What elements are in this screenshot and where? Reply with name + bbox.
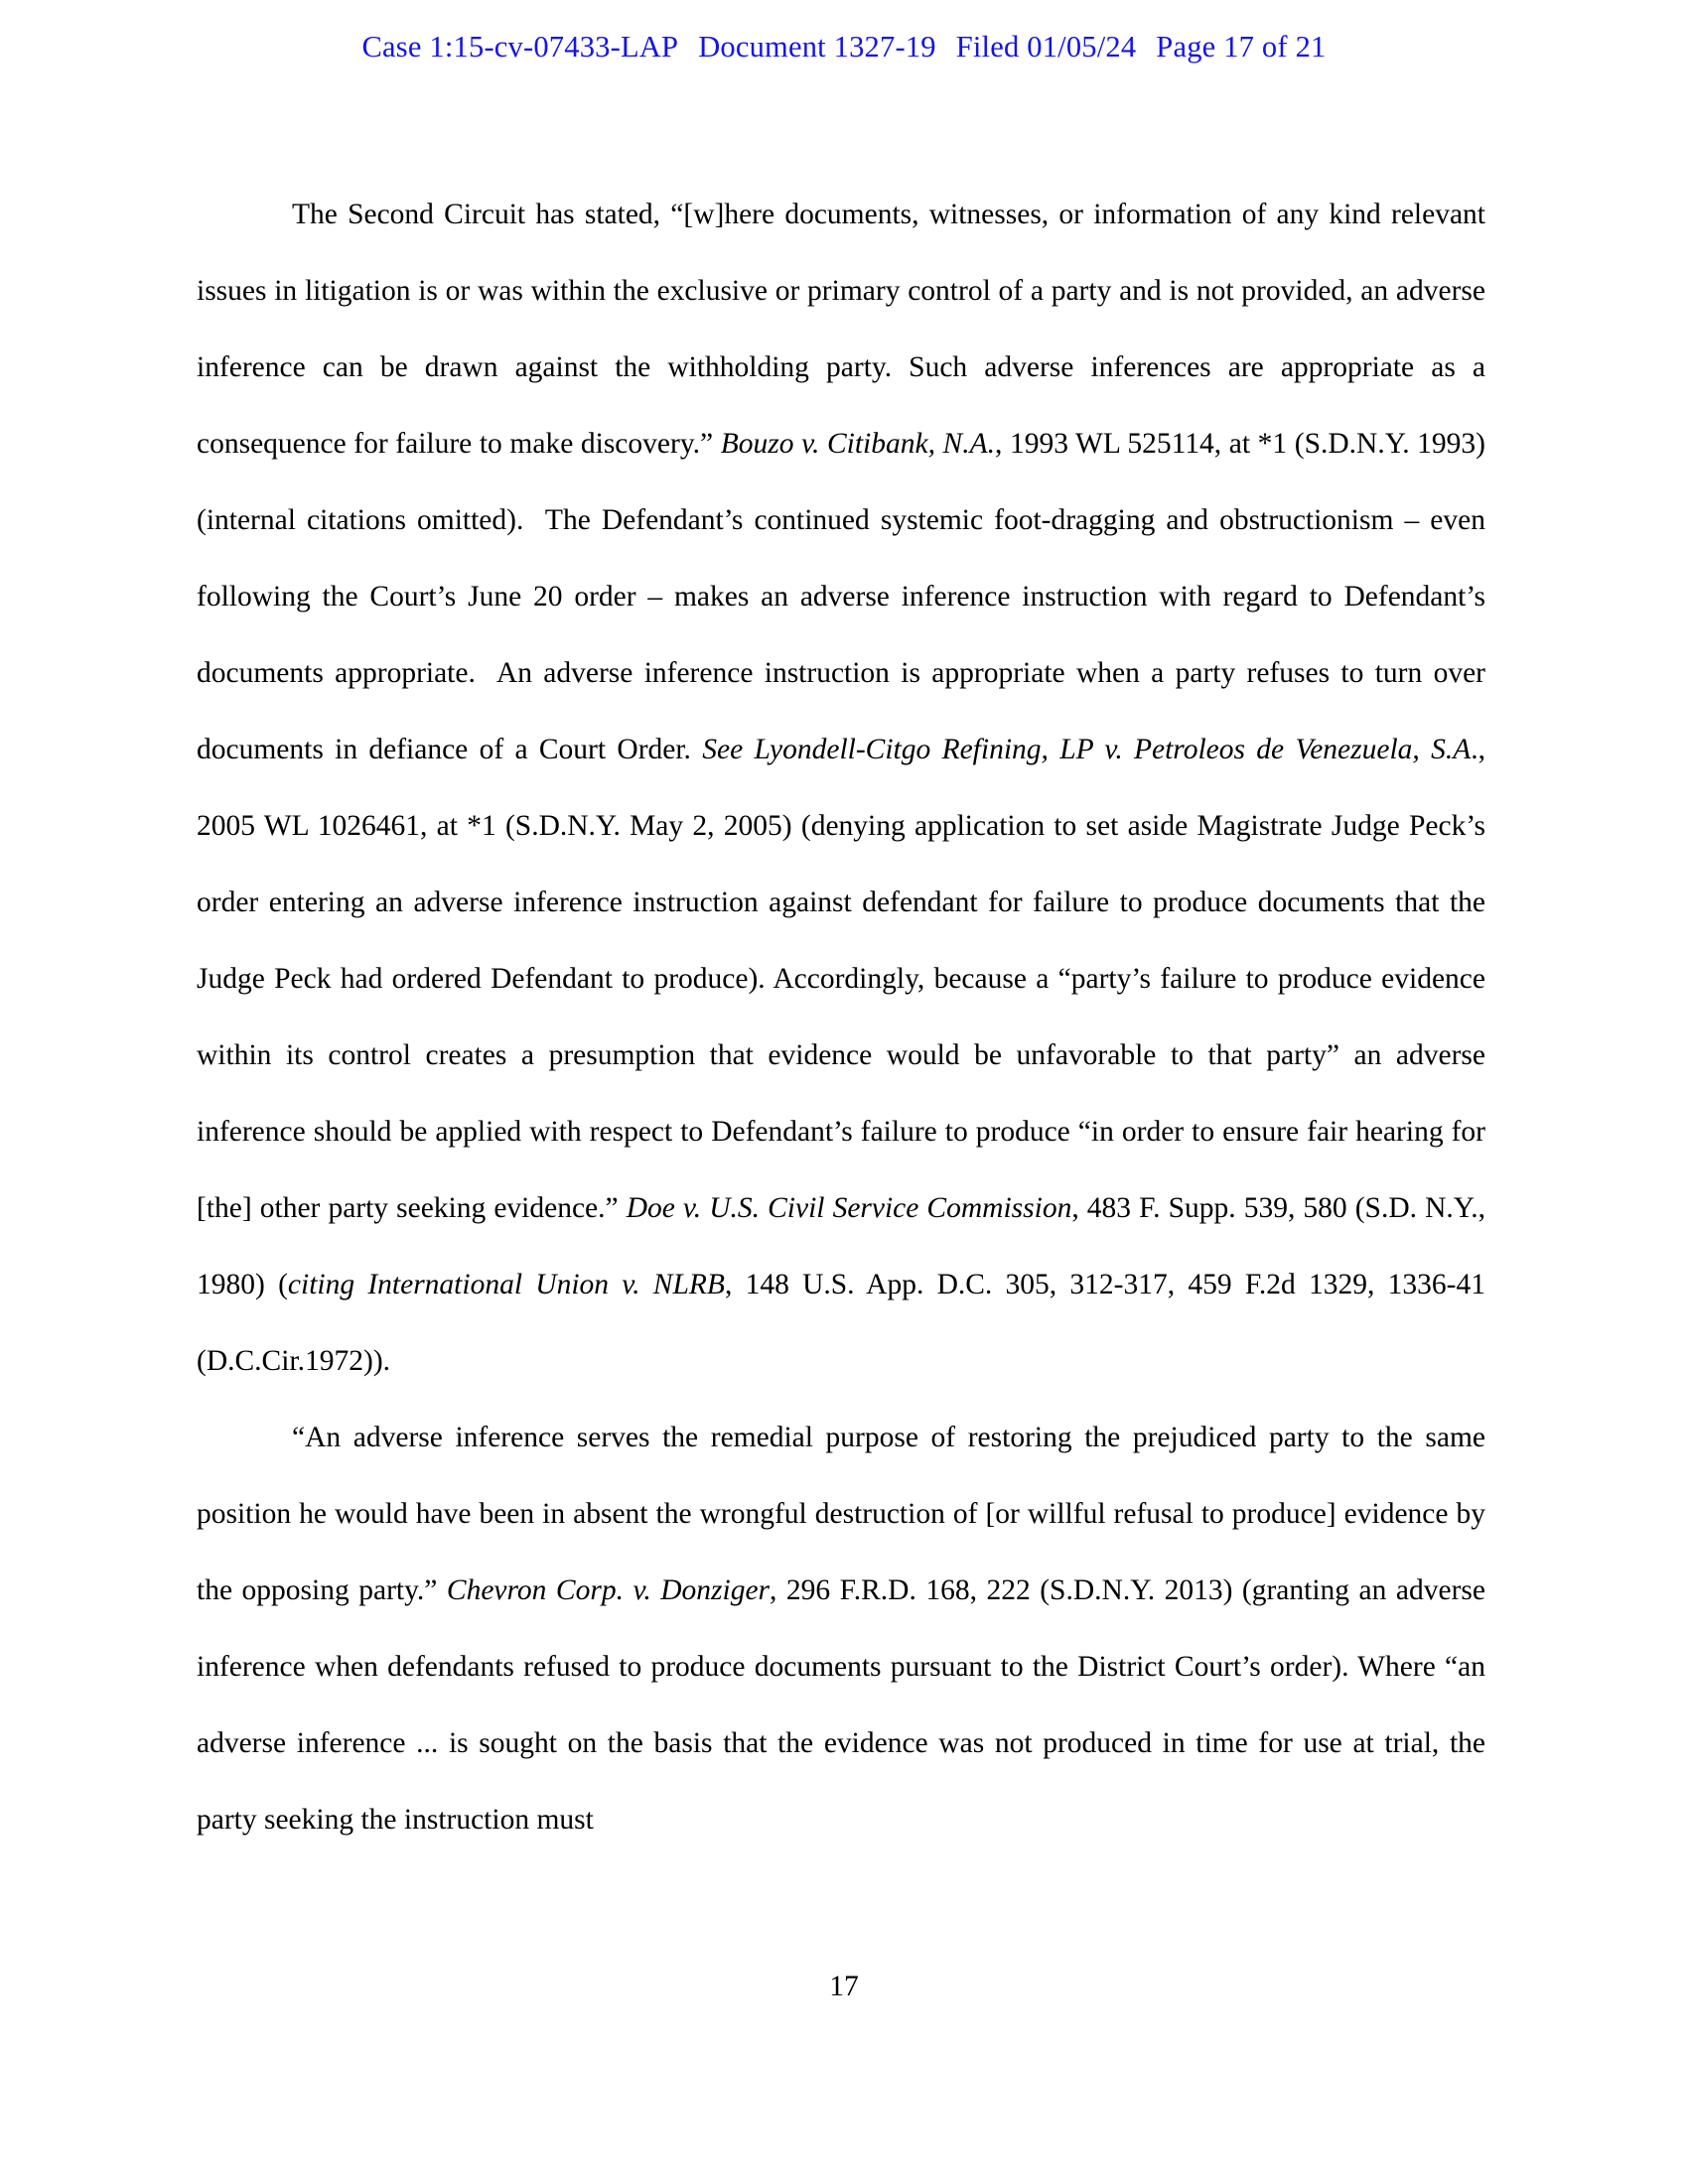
case-number: Case 1:15-cv-07433-LAP — [361, 30, 679, 64]
filed-date: Filed 01/05/24 — [955, 30, 1137, 64]
page-of-total: Page 17 of 21 — [1156, 30, 1327, 64]
paragraph-2: “An adverse inference serves the remedial purpose of restoring the prejudiced party to the same position he would have been in absent the wrongful destruction of [or willful refusal to produce] evidence by the opposing party.” Chevron Corp. v. Donziger, 296 F.R.D. 168, 222 (S.D.N.Y. 2013) (granting an adverse inference when defendants refused to produce documents pursuant to the District Court’s order). Where “an adverse inference ... is sought on the basis that the evidence was not produced in time for use at trial, the party seeking the instruction must — [197, 1422, 1485, 1836]
ecf-header-stamp — [0, 30, 1688, 65]
document-number: Document 1327-19 — [698, 30, 936, 64]
page-number: 17 — [829, 1971, 859, 2002]
document-body — [197, 177, 1485, 1858]
paragraph-1: The Second Circuit has stated, “[w]here documents, witnesses, or information of any kind relevant issues in litigation is or was within the exclusive or primary control of a party and is not provided, an adverse inference can be drawn against the withholding party. Such adverse inferences are appropriate as a consequence for failure to make discovery.” Bouzo v. Citibank, N.A., 1993 WL 525114, at *1 (S.D.N.Y. 1993) (internal citations omitted). The Defendant’s continued systemic foot-dragging and obstructionism – even following the Court’s June 20 order – makes an adverse inference instruction with regard to Defendant’s documents appropriate. An adverse inference instruction is appropriate when a party refuses to turn over documents in defiance of a Court Order. See Lyondell-Citgo Refining, LP v. Petroleos de Venezuela, S.A., 2005 WL 1026461, at *1 (S.D.N.Y. May 2, 2005) (denying application to set aside Magistrate Judge Peck’s order entering an adverse inference instruction against defendant for failure to produce documents that the Judge Peck had ordered Defendant to produce). Accordingly, because a “party’s failure to produce evidence within its control creates a presumption that evidence would be unfavorable to that party” an adverse inference should be applied with respect to Defendant’s failure to produce “in order to ensure fair hearing for [the] other party seeking evidence.” Doe v. U.S. Civil Service Commission, 483 F. Supp. 539, 580 (S.D. N.Y., 1980) (citing International Union v. NLRB, 148 U.S. App. D.C. 305, 312-317, 459 F.2d 1329, 1336-41 (D.C.Cir.1972)). — [197, 199, 1486, 1377]
